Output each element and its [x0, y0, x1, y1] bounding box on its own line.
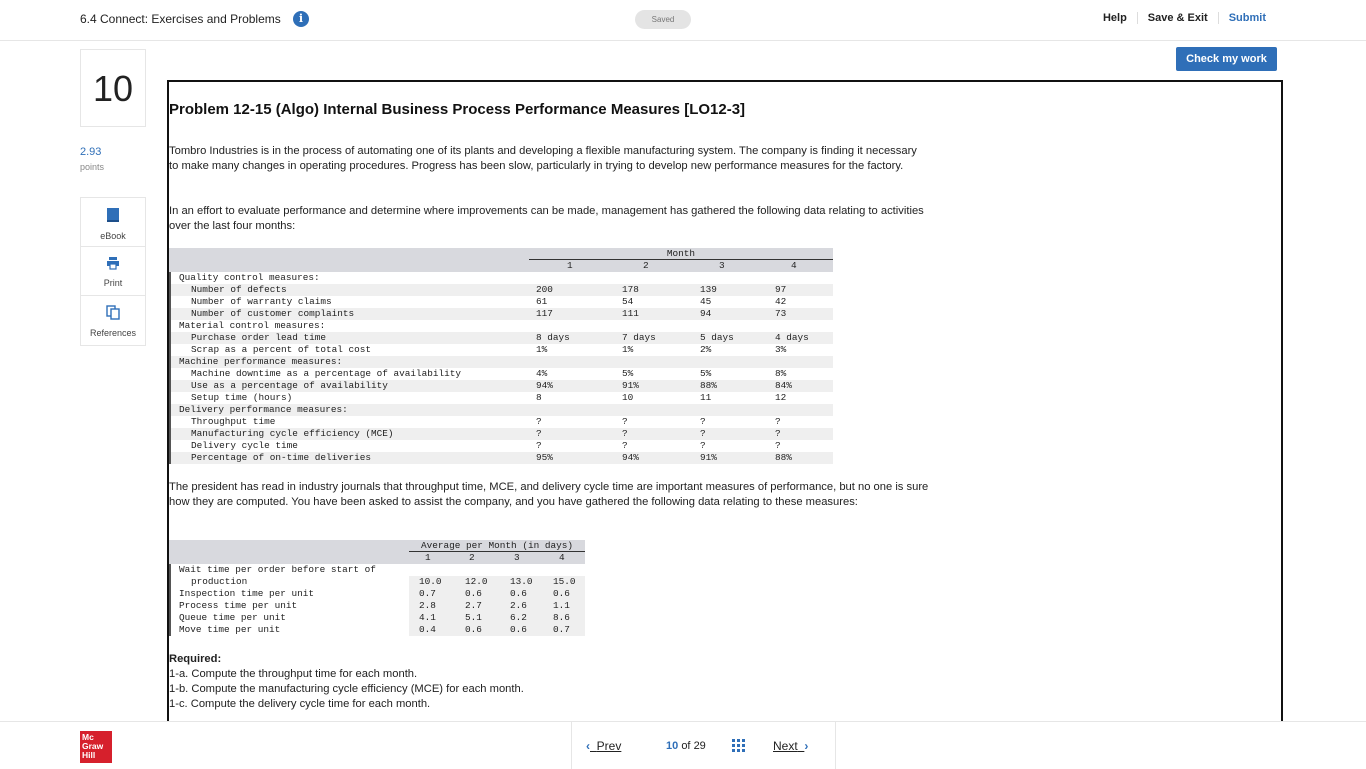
table-cell: 10.0: [419, 576, 442, 587]
table-cell: 111: [622, 308, 639, 319]
row-left-border: [169, 612, 171, 624]
row-left-border: [169, 320, 171, 332]
table-cell: 6.2: [510, 612, 527, 623]
row-left-border: [169, 416, 171, 428]
table-row: [169, 588, 585, 600]
table-cell: ?: [775, 428, 781, 439]
table-cell: 200: [536, 284, 553, 295]
table-cell: 5.1: [465, 612, 482, 623]
table-cell: ?: [536, 428, 542, 439]
row-label: Quality control measures:: [179, 272, 320, 283]
table-row: [169, 320, 833, 332]
table-cell: 139: [700, 284, 717, 295]
current-page: 10: [666, 740, 679, 752]
table-cell: ?: [700, 416, 706, 427]
print-button[interactable]: [81, 247, 145, 296]
row-label: Inspection time per unit: [179, 588, 315, 599]
table-cell: ?: [622, 416, 628, 427]
table-row: [169, 452, 833, 464]
table-cell: 117: [536, 308, 553, 319]
table-row: [169, 600, 585, 612]
column-header: 2: [643, 260, 649, 271]
required-item: 1-b. Compute the manufacturing cycle efficiency (MCE) for each month.: [169, 683, 524, 695]
table-cell: 8 days: [536, 332, 570, 343]
table-row: [169, 392, 833, 404]
table-row: [169, 332, 833, 344]
row-label: Machine downtime as a percentage of availability: [191, 368, 462, 379]
row-left-border: [169, 404, 171, 416]
row-left-border: [169, 428, 171, 440]
table-column-headers: [409, 552, 585, 564]
ebook-button[interactable]: [81, 198, 145, 247]
column-header: 2: [469, 552, 475, 563]
table-cell: 73: [775, 308, 787, 319]
row-left-border: [169, 564, 171, 588]
table-cell: 0.6: [510, 624, 527, 635]
table-cell: 88%: [775, 452, 792, 463]
references-button[interactable]: [81, 296, 145, 345]
table-row: [169, 272, 833, 284]
table-cell: 4 days: [775, 332, 809, 343]
table-row: [169, 296, 833, 308]
table-cell: 5 days: [700, 332, 734, 343]
column-header: 4: [559, 552, 565, 563]
required-item: 1-a. Compute the throughput time for each month.: [169, 668, 418, 680]
table-body: [169, 564, 585, 636]
row-left-border: [169, 600, 171, 612]
row-label: Purchase order lead time: [191, 332, 327, 343]
table-row: [169, 344, 833, 356]
problem-paragraph-2: In an effort to evaluate performance and determine where improvements can be made, management has gathered the following data relating to activities over the last four months:: [169, 205, 924, 232]
table-cell: 54: [622, 296, 634, 307]
row-left-border: [169, 356, 171, 368]
row-label: Machine performance measures:: [179, 356, 343, 367]
question-number: 10: [80, 49, 146, 127]
table-cell: ?: [775, 440, 781, 451]
table-group-header: Month: [529, 248, 833, 260]
problem-paragraph-1: Tombro Industries is in the process of automating one of its plants and developing a flexible manufacturing system. The company is finding it necessary to make many changes in operating procedures. Progress has been slow, particularly in trying to develop new performance measures for the factory.: [169, 145, 917, 172]
row-label: Number of warranty claims: [191, 296, 332, 307]
table-cell: ?: [536, 416, 542, 427]
row-label: Delivery performance measures:: [179, 404, 348, 415]
table-group-header: Average per Month (in days): [409, 540, 585, 552]
save-exit-link[interactable]: Save & Exit: [1137, 12, 1218, 24]
table-cell: 0.6: [553, 588, 570, 599]
table-cell: 94%: [536, 380, 553, 391]
table-cell: 10: [622, 392, 634, 403]
table-cell: 2.8: [419, 600, 436, 611]
table-cell: 94: [700, 308, 712, 319]
problem-paragraph-3: The president has read in industry journals that throughput time, MCE, and delivery cycle time are important measures of performance, but no one is sure how they are computed. You have been asked to assist the company, and you have gathered the following data relating to these measures:: [169, 481, 929, 508]
row-label: Wait time per order before start of: [179, 564, 376, 575]
points-label: points: [80, 162, 105, 172]
column-header: 3: [719, 260, 725, 271]
references-label: References: [89, 328, 137, 338]
required-heading: Required:: [169, 653, 222, 665]
column-header: 3: [514, 552, 520, 563]
row-label: Percentage of on-time deliveries: [191, 452, 372, 463]
row-label: Manufacturing cycle efficiency (MCE): [191, 428, 394, 439]
total-pages: 29: [693, 740, 706, 752]
submit-link[interactable]: Submit: [1218, 12, 1276, 24]
table-cell: 91%: [622, 380, 639, 391]
prev-button[interactable]: [586, 739, 621, 753]
table-cell: 8.6: [553, 612, 570, 623]
table-cell: 61: [536, 296, 548, 307]
help-link[interactable]: Help: [1102, 12, 1127, 24]
row-left-border: [169, 308, 171, 320]
row-left-border: [169, 368, 171, 380]
column-header: 1: [567, 260, 573, 271]
table-row: [169, 612, 585, 624]
table-cell: 12.0: [465, 576, 488, 587]
row-label: Delivery cycle time: [191, 440, 298, 451]
table-header-blank: [169, 540, 409, 564]
table-cell: 178: [622, 284, 639, 295]
table-cell: 5%: [622, 368, 634, 379]
table-cell: ?: [700, 428, 706, 439]
table-cell: 15.0: [553, 576, 576, 587]
table-cell: 2%: [700, 344, 712, 355]
mcgraw-hill-logo: Mc Graw Hill: [80, 731, 112, 763]
table-cell: 94%: [622, 452, 639, 463]
table-cell: 2.7: [465, 600, 482, 611]
table-cell: 45: [700, 296, 712, 307]
table-cell: 0.4: [419, 624, 436, 635]
tool-panel: [80, 197, 146, 346]
next-button[interactable]: [773, 739, 808, 753]
table-cell: ?: [622, 428, 628, 439]
row-label: Queue time per unit: [179, 612, 286, 623]
info-icon[interactable]: i: [293, 11, 309, 27]
table-cell: 0.7: [553, 624, 570, 635]
table-cell: 8: [536, 392, 542, 403]
table-cell: 4.1: [419, 612, 436, 623]
points-value: 2.93: [80, 146, 102, 158]
table-row: [169, 368, 833, 380]
next-label: Next: [773, 739, 798, 753]
row-label: Scrap as a percent of total cost: [191, 344, 372, 355]
problem-title: Problem 12-15 (Algo) Internal Business Process Performance Measures [LO12-3]: [169, 101, 746, 118]
table-cell: 91%: [700, 452, 717, 463]
table-cell: 5%: [700, 368, 712, 379]
table-cell: 1.1: [553, 600, 570, 611]
print-label: Print: [103, 278, 123, 288]
question-frame: [167, 80, 1283, 740]
table-row: [169, 440, 833, 452]
row-label: Material control measures:: [179, 320, 326, 331]
pagination: [571, 722, 836, 769]
table-cell: 0.6: [510, 588, 527, 599]
row-left-border: [169, 296, 171, 308]
table-cell: 12: [775, 392, 787, 403]
table-cell: ?: [622, 440, 628, 451]
row-left-border: [169, 440, 171, 452]
row-label: Number of defects: [191, 284, 287, 295]
top-links: [1093, 12, 1276, 24]
row-left-border: [169, 332, 171, 344]
table-cell: 95%: [536, 452, 553, 463]
table-header-blank: [169, 248, 529, 272]
table-row: [169, 356, 833, 368]
table-cell: 97: [775, 284, 787, 295]
table-cell: ?: [700, 440, 706, 451]
table-cell: 0.7: [419, 588, 436, 599]
row-left-border: [169, 392, 171, 404]
saved-status-badge: Saved: [635, 10, 691, 29]
row-label: Move time per unit: [179, 624, 281, 635]
row-label: Process time per unit: [179, 600, 298, 611]
column-header: 1: [425, 552, 431, 563]
references-icon: [106, 305, 120, 320]
table-cell: 1%: [536, 344, 548, 355]
chevron-right-icon: ›: [804, 739, 809, 753]
table-cell: 88%: [700, 380, 717, 391]
table-cell: 13.0: [510, 576, 533, 587]
table-cell: 1%: [622, 344, 634, 355]
row-label: Setup time (hours): [191, 392, 293, 403]
required-item: 1-c. Compute the delivery cycle time for each month.: [169, 698, 431, 710]
table-row: [169, 308, 833, 320]
table-row: [169, 416, 833, 428]
column-header: 4: [791, 260, 797, 271]
page-indicator: [666, 740, 706, 752]
table-cell: 7 days: [622, 332, 656, 343]
row-left-border: [169, 624, 171, 636]
table-row: [169, 284, 833, 296]
table-cell: 42: [775, 296, 787, 307]
row-left-border: [169, 588, 171, 600]
row-left-border: [169, 272, 171, 284]
table-row: [169, 428, 833, 440]
row-left-border: [169, 452, 171, 464]
printer-icon: [106, 256, 120, 270]
table-cell: 8%: [775, 368, 787, 379]
table-cell: 11: [700, 392, 712, 403]
table-body: [169, 272, 833, 464]
row-label: Use as a percentage of availability: [191, 380, 388, 391]
table-row: [169, 404, 833, 416]
prev-label: Prev: [596, 739, 622, 753]
table-cell: 2.6: [510, 600, 527, 611]
table-column-headers: [529, 260, 833, 272]
ebook-label: eBook: [100, 231, 126, 241]
check-my-work-button[interactable]: Check my work: [1176, 47, 1277, 71]
row-left-border: [169, 380, 171, 392]
row-label: Number of customer complaints: [191, 308, 355, 319]
book-icon: [106, 207, 120, 223]
table-cell: 84%: [775, 380, 792, 391]
assignment-title: 6.4 Connect: Exercises and Problems: [80, 12, 281, 26]
top-bar: [0, 0, 1366, 41]
table-cell: 0.6: [465, 624, 482, 635]
row-label-continued: production: [191, 576, 248, 587]
row-label: Throughput time: [191, 416, 276, 427]
row-left-border: [169, 344, 171, 356]
table-row: [169, 380, 833, 392]
table-cell: 4%: [536, 368, 548, 379]
grid-icon[interactable]: [732, 739, 746, 753]
table-cell: 0.6: [465, 588, 482, 599]
page-of: of: [681, 740, 691, 752]
table-cell: 3%: [775, 344, 787, 355]
chevron-left-icon: ‹: [586, 739, 590, 753]
table-cell: ?: [775, 416, 781, 427]
table-row: [169, 624, 585, 636]
bottom-bar: [0, 721, 1366, 768]
table-row: [169, 564, 585, 588]
table-cell: ?: [536, 440, 542, 451]
row-left-border: [169, 284, 171, 296]
